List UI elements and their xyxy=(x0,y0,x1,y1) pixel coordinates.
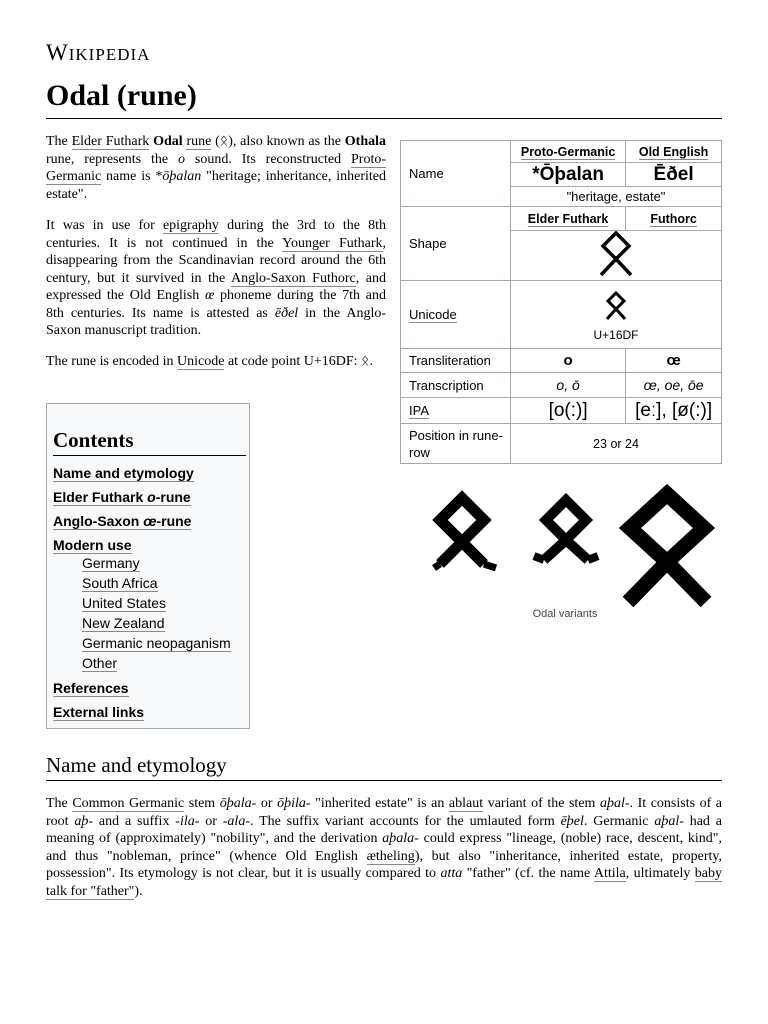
link-anglo-saxon-futhorc[interactable]: Anglo-Saxon Futhorc xyxy=(230,270,356,286)
link-epigraphy[interactable]: epigraphy xyxy=(162,218,219,233)
infobox-name-proto-germanic: *Ōþalan xyxy=(511,163,626,187)
link-aetheling[interactable]: ætheling xyxy=(366,848,415,864)
text: variant of the stem xyxy=(483,796,600,811)
toc-item-other[interactable]: Other xyxy=(82,655,118,671)
toc-item-germany[interactable]: Germany xyxy=(82,555,140,571)
toc-item-modern-use[interactable]: Modern use xyxy=(53,537,132,553)
odal-variant-2-icon xyxy=(534,500,598,560)
bold-term-othala: Othala xyxy=(344,134,387,149)
infobox-unicode-cell xyxy=(511,281,722,349)
text: during the 3rd to the 8th centuries. It is not continued in the xyxy=(46,218,386,251)
link-attila[interactable]: Attila xyxy=(593,866,626,881)
link-younger-futhark[interactable]: Younger Futhark xyxy=(282,235,383,251)
infobox-label-shape: Shape xyxy=(401,207,511,281)
infobox-label-ipa[interactable]: IPA xyxy=(401,398,511,424)
toc-item-external-links[interactable]: External links xyxy=(53,704,145,720)
infobox-translit-elder: o xyxy=(511,349,626,373)
othala-rune-icon xyxy=(596,231,636,277)
infobox-shape-glyph xyxy=(511,231,722,281)
infobox-label-position: Position in rune-row xyxy=(401,424,511,464)
link-baby-talk[interactable]: baby talk for "father" xyxy=(46,866,723,899)
infobox-meaning: "heritage, estate" xyxy=(511,187,722,207)
italic-term: ōþalan xyxy=(162,169,202,184)
text: ), but also "inheritance, inherited estate, property, possession". Its etymology is not clear, but it is usually compared to xyxy=(46,848,722,881)
text: The xyxy=(46,796,73,811)
text: at code point U+16DF: ᛟ. xyxy=(224,354,373,369)
text: (ᛟ), also known as the xyxy=(211,134,345,149)
text: . Germanic xyxy=(583,813,655,829)
text: , disappearing from the Scandinavian record around the 6th century, but it survived in the xyxy=(46,235,386,286)
italic-term: aþala- xyxy=(382,831,419,846)
text: . It consists of a root xyxy=(46,796,723,829)
toc-item-elder-futhark-o-rune[interactable]: Elder Futhark o-rune xyxy=(53,489,191,505)
link-proto-germanic[interactable]: Proto-Germanic xyxy=(46,151,387,184)
odal-variant-1-icon xyxy=(434,498,496,568)
table-of-contents xyxy=(46,403,250,729)
infobox-label-transliteration: Transliteration xyxy=(401,349,511,373)
infobox xyxy=(400,140,722,464)
toc-item-south-africa[interactable]: South Africa xyxy=(82,575,158,591)
infobox-transcr-futhorc: œ, oe, ōe xyxy=(626,373,722,398)
section-heading-name-and-etymology: Name and etymology xyxy=(46,753,227,777)
infobox-label-transcription: Transcription xyxy=(401,373,511,398)
text: or xyxy=(199,813,223,829)
infobox-transcr-elder: o, ō xyxy=(511,373,626,398)
text: The xyxy=(46,134,72,149)
page-title: Odal (rune) xyxy=(46,79,197,112)
wikipedia-logo[interactable]: WIKIPEDIA xyxy=(46,40,151,65)
italic-term: o xyxy=(177,151,185,167)
infobox-label-unicode[interactable]: Unicode xyxy=(401,281,511,349)
infobox-ipa-futhorc: [eː], [ø(:)] xyxy=(626,398,722,424)
text: rune, represents the xyxy=(46,151,178,167)
toc-title: Contents xyxy=(53,428,246,456)
italic-term: aþ- xyxy=(74,813,94,829)
toc-item-germanic-neopaganism[interactable]: Germanic neopaganism xyxy=(82,635,231,651)
link-unicode[interactable]: Unicode xyxy=(177,354,225,369)
text: The rune is encoded in xyxy=(46,354,178,369)
infobox-position-value: 23 or 24 xyxy=(511,424,722,464)
infobox-col-old-english[interactable]: Old English xyxy=(626,141,722,163)
figure-caption: Odal variants xyxy=(532,608,598,620)
infobox-translit-futhorc: œ xyxy=(626,349,722,373)
infobox-unicode-code: U+16DF xyxy=(593,328,639,342)
italic-term: ōþala- xyxy=(219,796,257,811)
intro-paragraph-3 xyxy=(46,353,386,371)
italic-term: ēþel xyxy=(560,813,584,829)
infobox-name-old-english: Ēðel xyxy=(626,163,722,187)
othala-unicode-glyph-icon xyxy=(604,291,628,321)
text: , ultimately xyxy=(625,866,695,881)
odal-variants-figure[interactable] xyxy=(420,480,720,610)
etymology-paragraph xyxy=(46,795,722,900)
link-elder-futhark[interactable]: Elder Futhark xyxy=(71,134,150,149)
italic-term: atta xyxy=(440,866,463,881)
toc-item-new-zealand[interactable]: New Zealand xyxy=(82,615,165,631)
section-divider xyxy=(46,780,722,781)
intro-paragraph-2 xyxy=(46,217,386,340)
text: could express "lineage, (noble) race, descent, kind", and thus "nobleman, prince" (whence Old English xyxy=(46,831,723,864)
text: stem xyxy=(184,796,220,811)
text: name is * xyxy=(101,169,163,184)
text: "father" (cf. the name xyxy=(462,866,594,881)
link-ablaut[interactable]: ablaut xyxy=(448,796,484,811)
text: "inherited estate" is an xyxy=(310,796,449,811)
text: . The suffix variant accounts for the umlauted form xyxy=(249,813,561,829)
italic-term: aþal- xyxy=(599,796,630,811)
italic-term: ēðel xyxy=(274,305,299,321)
text: in the Anglo-Saxon manuscript tradition. xyxy=(46,305,387,338)
italic-term: aþal- xyxy=(654,813,684,829)
link-rune[interactable]: rune xyxy=(186,134,212,149)
toc-item-anglo-saxon-oe-rune[interactable]: Anglo-Saxon œ-rune xyxy=(53,513,192,529)
infobox-col-futhorc[interactable]: Futhorc xyxy=(626,207,722,231)
text: It was in use for xyxy=(46,218,163,233)
infobox-col-elder-futhark[interactable]: Elder Futhark xyxy=(511,207,626,231)
intro-paragraph-1 xyxy=(46,133,386,203)
text: phoneme during the 7th and 8th centuries. Its name is attested as xyxy=(46,288,386,321)
italic-term: ōþila- xyxy=(277,796,311,811)
text: sound. Its reconstructed xyxy=(184,151,352,167)
toc-item-name-and-etymology[interactable]: Name and etymology xyxy=(53,465,194,481)
text: had a meaning of (approximately) "nobility", and the derivation xyxy=(46,813,722,846)
infobox-ipa-elder: [o(:)] xyxy=(511,398,626,424)
italic-term: œ xyxy=(204,288,215,303)
text: "heritage; inheritance, inherited estate". xyxy=(46,169,386,202)
infobox-col-proto-germanic[interactable]: Proto-Germanic xyxy=(511,141,626,163)
text: or xyxy=(256,796,278,811)
italic-term: -ila- xyxy=(175,813,200,829)
text: and a suffix xyxy=(93,813,176,829)
toc-item-references[interactable]: References xyxy=(53,680,129,696)
bold-term-odal: Odal xyxy=(153,134,183,149)
odal-variant-3-icon xyxy=(628,494,706,602)
title-divider xyxy=(46,118,722,119)
text: ). xyxy=(134,883,143,899)
text: , and expressed the Old English xyxy=(46,270,386,303)
toc-item-united-states[interactable]: United States xyxy=(82,595,167,611)
link-common-germanic[interactable]: Common Germanic xyxy=(72,796,185,811)
italic-term: -ala- xyxy=(222,813,250,829)
infobox-label-name: Name xyxy=(401,141,511,207)
